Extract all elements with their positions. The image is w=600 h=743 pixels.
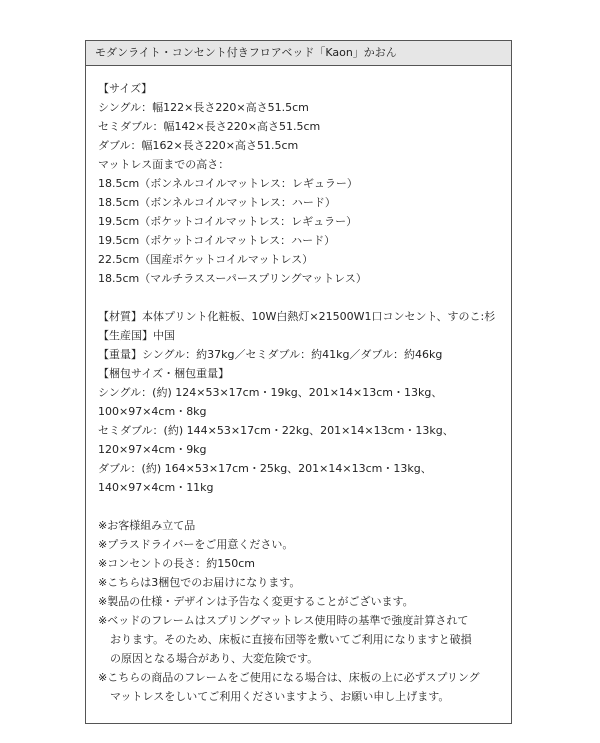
note-cord-length: ※コンセントの長さ：約150cm [98, 557, 255, 570]
note-use: ※こちらの商品のフレームをご使用になる場合は、床板の上に必ずスプリング [98, 671, 480, 684]
note-packages: ※こちらは3梱包でのお届けになります。 [98, 576, 301, 589]
package-double: ダブル：(約) 164×53×17cm・25kg、201×14×13cm・13kg、 [98, 462, 432, 475]
section-spacer [98, 497, 511, 516]
size-heading: 【サイズ】 [98, 82, 153, 95]
package-semi-double: セミダブル：(約) 144×53×17cm・22kg、201×14×13cm・13kg、 [98, 424, 454, 437]
note-frame-cont: の原因となる場合があり、大変危険です。 [110, 652, 319, 665]
note-use-cont: マットレスをしいてご利用くださいますよう、お願い申し上げます。 [110, 690, 450, 703]
package-single-cont: 100×97×4cm・8kg [98, 405, 207, 418]
package-double-cont: 140×97×4cm・11kg [98, 481, 214, 494]
mattress-height-item: 19.5cm（ポケットコイルマットレス：レギュラー） [98, 215, 358, 228]
package-heading: 【梱包サイズ・梱包重量】 [98, 367, 230, 380]
origin: 【生産国】中国 [98, 329, 175, 342]
mattress-height-item: 22.5cm（国産ポケットコイルマットレス） [98, 253, 314, 266]
spec-content [86, 66, 511, 706]
product-title: モダンライト・コンセント付きフロアベッド「Kaon」かおん [86, 41, 511, 66]
mattress-height-item: 18.5cm（ボンネルコイルマットレス：レギュラー） [98, 177, 358, 190]
mattress-height-item: 19.5cm（ポケットコイルマットレス：ハード） [98, 234, 336, 247]
mattress-height-item: 18.5cm（マルチラススーパースプリングマットレス） [98, 272, 367, 285]
note-driver: ※プラスドライバーをご用意ください。 [98, 538, 294, 551]
note-spec-change: ※製品の仕様・デザインは予告なく変更することがございます。 [98, 595, 414, 608]
note-assembly: ※お客様組み立て品 [98, 519, 196, 532]
size-semi-double: セミダブル：幅142×長さ220×高さ51.5cm [98, 120, 321, 133]
package-semi-double-cont: 120×97×4cm・9kg [98, 443, 207, 456]
product-spec-box [85, 40, 512, 724]
note-frame-cont: おります。そのため、床板に直接布団等を敷いてご利用になりますと破損 [110, 633, 472, 646]
material: 【材質】本体プリント化粧板、10W白熱灯×21500W1口コンセント、すのこ:杉 [98, 310, 496, 323]
note-frame: ※ベッドのフレームはスプリングマットレス使用時の基準で強度計算されて [98, 614, 469, 627]
size-single: シングル：幅122×長さ220×高さ51.5cm [98, 101, 309, 114]
package-single: シングル：(約) 124×53×17cm・19kg、201×14×13cm・13kg、 [98, 386, 443, 399]
mattress-height-label: マットレス面までの高さ： [98, 158, 230, 171]
size-double: ダブル：幅162×長さ220×高さ51.5cm [98, 139, 299, 152]
mattress-height-item: 18.5cm（ボンネルコイルマットレス：ハード） [98, 196, 336, 209]
weight: 【重量】シングル：約37kg／セミダブル：約41kg／ダブル：約46kg [98, 348, 443, 361]
section-spacer [98, 288, 511, 307]
